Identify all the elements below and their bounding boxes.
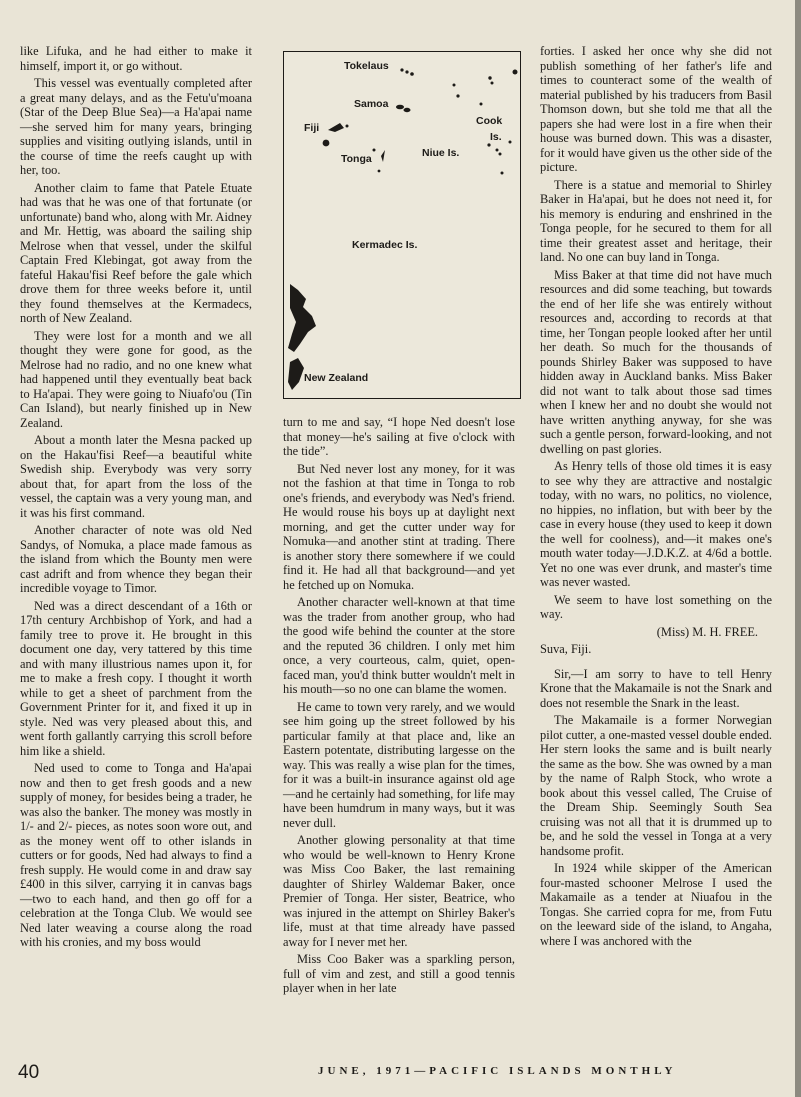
paragraph: There is a statue and memorial to Shirley Baker in Ha'apai, but he does not need it, for his memory is enduring and enshrined in the Tonga people, for he secured to them for all time their greatest asset and heritage, their land. No one can buy land in Tonga.	[540, 177, 772, 264]
paragraph: As Henry tells of those old times it is easy to see why they are attractive and nostalgic today, with no wars, no politics, no violence, no hippies, no inflation, but with beer by the case in every house (they used to keep it down the well for coolness), and—it makes one's mouth water today—J.D.K.Z. at 4/6d a bottle. Yet no one was ever drunk, and master's time was never wasted.	[540, 459, 772, 589]
map-drawing	[284, 52, 520, 398]
map-label-tonga: Tonga	[341, 153, 372, 165]
letter-place: Suva, Fiji.	[540, 642, 592, 656]
pacific-islands-map	[283, 51, 521, 399]
paragraph: Sir,—I am sorry to have to tell Henry Krone that the Makamaile is not the Snark and does not resemble the Snark in the least.	[540, 666, 772, 710]
paragraph: He came to town very rarely, and we would see him going up the street followed by his particular family at that place and, like an Eastern potentate, distributing largesse on the way. This was really a wise plan for the times, for it was a built-in insurance against old age—and he certainly had something, for life may have been humdrum in many ways, but it was never dull.	[283, 699, 515, 830]
paragraph: Another claim to fame that Patele Etuate had was that he was one of that fortunate (or unfortunate) band who, along with Mr. Aidney and Mr. Hettig, was aboard the sailing ship Melrose when that vessel, under the skilful Captain Fred Klebingat, got away from the fateful Hakau'fisi Reef before the gale which drove them for three weeks before it, until they found themselves at the Kermadecs, north of New Zealand.	[20, 180, 252, 325]
paragraph: Another glowing personality at that time who would be well-known to Henry Krone was Miss Coo Baker, the last remaining daughter of Shirley Waldemar Baker, once Premier of Tonga. Her sister, Beatrice, who was injured in the attempt on Shirley Baker's life, must at that time already have passed away for I never met her.	[283, 833, 515, 949]
running-head: JUNE, 1971—PACIFIC ISLANDS MONTHLY	[318, 1065, 677, 1077]
paragraph: Miss Baker at that time did not have much resources and did some teaching, but towards the end of her life she was entirely without resources and, according to records at that time, her Tongan people looked after her until her death. So much for the thousands of pounds Shirley Baker was supposed to have hidden away in Auckland banks. Miss Baker did not want to talk about those sad times when I knew her and no doubt she would not have written anything anyway, for she was such a gentle person, forward-looking, and not dwelling on past glories.	[540, 267, 772, 456]
paragraph: forties. I asked her once why she did not publish something of her father's life and times to counteract some of the wealth of material published by his traducers from Basil Thomson down, but she told me that all the papers she had were lost in a fire when their house was burned down. This was a disaster, for it would have given us the other side of the picture.	[540, 44, 772, 174]
map-label-tokelaus: Tokelaus	[344, 60, 389, 72]
map-label-cook: Cook	[476, 115, 503, 127]
page-number: 40	[18, 1062, 40, 1083]
article-column-3	[540, 44, 772, 951]
map-label-samoa: Samoa	[354, 98, 389, 110]
page-edge-shadow	[795, 0, 801, 1097]
map-label-niue: Niue Is.	[422, 147, 460, 159]
page-footer	[0, 1056, 801, 1086]
paragraph: We seem to have lost something on the way.	[540, 592, 772, 621]
paragraph: like Lifuka, and he had either to make it himself, import it, or go without.	[20, 44, 252, 73]
paragraph: The Makamaile is a former Norwegian pilot cutter, a one-masted vessel double ended. Her stern looks the same and is built nearly the same as the bow. She was owned by a man by the name of Ralph Stock, who wrote a book about this vessel called, The Cruise of the Dream Ship. Seemingly South Sea cruising was not all that it is drummed up to be, and he sold the vessel in Tonga at a very handsome profit.	[540, 713, 772, 858]
article-column-1	[20, 44, 252, 953]
letter-signature: (Miss) M. H. FREE.	[656, 624, 758, 639]
paragraph: This vessel was eventually completed after a great many delays, and as the Fetu'u'moana (Star of the Deep Blue Sea)—a Ha'apai name—she served him for many years, bringing supplies and visiting outlying islands, until in the course of time the reefs caught up with her, too.	[20, 76, 252, 177]
paragraph: Ned was a direct descendant of a 16th or 17th century Archbishop of York, and had a family tree to prove it. He brought in this document one day, very tattered by this time and with many illustrious names upon it, for me to make a fresh copy. I thought it worth while to get a sheet of parchment from the Government Printer for it, and fixed it up in style. Ned was very pleased about this, and went forth gallantly carrying this scroll before him like a shield.	[20, 598, 252, 758]
map-label-fiji: Fiji	[304, 122, 320, 134]
paragraph: About a month later the Mesna packed up on the Hakau'fisi Reef—a beautiful white Swedish ship. Everybody was very sorry about that, for apart from the loss of the vessel, the captain was a very young man, and it was his first command.	[20, 433, 252, 520]
paragraph: Miss Coo Baker was a sparkling person, full of vim and zest, and still a good tennis player when in her late	[283, 952, 515, 995]
paragraph: But Ned never lost any money, for it was not the fashion at that time in Tonga to rob one's friends, and everybody was Ned's friend. He would rouse his boys up at daylight next morning, and get the cutter under way for Nomuka—and another stint at trading. There is another story there somewhere if we could find it. He had all that background—and yet he fetched up on Nomuka.	[283, 461, 515, 592]
paragraph: Another character well-known at that time was the trader from another group, who had the good wife behind the counter at the store and the reputed 36 children. I only met him once, a very courteous, calm, quiet, open-faced man, you'd think butter wouldn't melt in his mouth—so no one can blame the women.	[283, 595, 515, 696]
map-label-new-zealand: New Zealand	[304, 372, 369, 384]
paragraph: In 1924 while skipper of the American four-masted schooner Melrose I used the Makamaile as a tender at Niuafou in the Tongas. She carried copra for me, from Futu on the leeward side of the island, to Angaha, where I was anchored with the	[540, 861, 772, 948]
paragraph: Another character of note was old Ned Sandys, of Nomuka, a place made famous as the island from which the Bounty men were cast adrift and from whence they began their incredible voyage to Timor.	[20, 523, 252, 595]
paragraph: turn to me and say, “I hope Ned doesn't lose that money—he's sailing at five o'clock with the tide”.	[283, 415, 515, 458]
paragraph: They were lost for a month and we all thought they were gone for good, as the Melrose had no radio, and no one knew what had happened until they eventually beat back to Ha'apai. They were going to Niuafo'ou (Tin Can Island), but nearly finished up in New Zealand.	[20, 328, 252, 430]
paragraph: Ned used to come to Tonga and Ha'apai now and then to get fresh goods and a new supply of money, for besides being a trader, he was also the banker. The money was mostly in 1/- and 2/- pieces, as notes soon wore out, and as the money went off to other islands in cutters or for goods, Ned had always to find a fresh supply. He would come in and draw say £400 in this silver, carrying it in canvas bags—two to each hand, and then go off for a celebration at the Tonga Club. We would see Ned later weaving a course along the road with his cronies, and my boss would	[20, 761, 252, 949]
article-column-2	[283, 415, 515, 999]
map-label-cook-is: Is.	[490, 131, 502, 143]
map-label-kermadec: Kermadec Is.	[352, 239, 418, 251]
